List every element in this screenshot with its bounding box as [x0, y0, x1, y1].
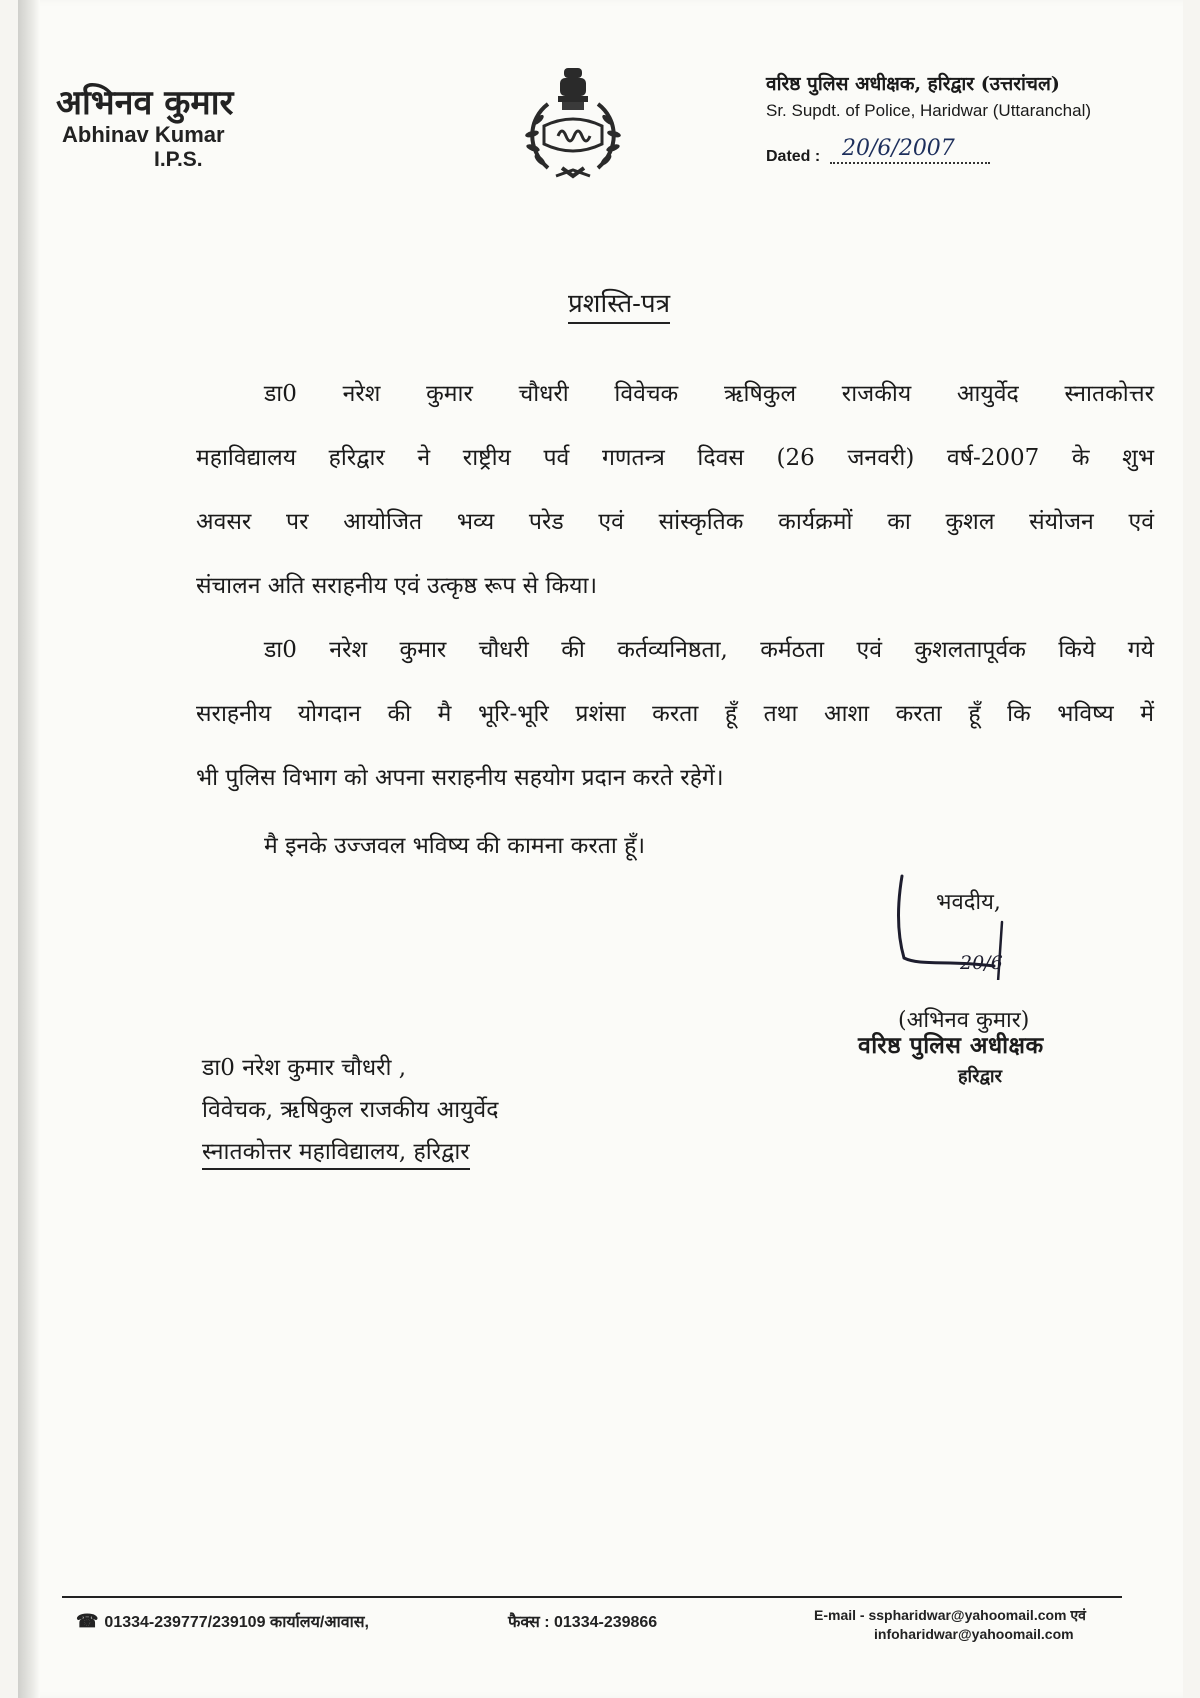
sender-name-hindi: अभिनव कुमार	[56, 83, 234, 123]
body-line: भी पुलिस विभाग को अपना सराहनीय सहयोग प्रदान करते रहेगें।	[196, 765, 724, 791]
sender-name-english: Abhinav Kumar	[62, 122, 225, 147]
footer-fax: फैक्स : 01334-239866	[508, 1614, 658, 1631]
closing-salutation: भवदीय,	[936, 890, 1001, 915]
footer-divider	[62, 1596, 1122, 1598]
addressee-line-2: विवेचक, ऋषिकुल राजकीय आयुर्वेद	[202, 1097, 499, 1123]
body-paragraph-2	[196, 630, 1154, 822]
footer-email-line-2: infoharidwar@yahoomail.com	[874, 1626, 1074, 1642]
signature-date: 20/6	[960, 952, 1003, 974]
page-edge-shadow	[18, 0, 40, 1698]
telephone-icon: ☎	[76, 1611, 99, 1631]
body-line: अवसर पर आयोजित भव्य परेड एवं सांस्कृतिक कार्यक्रमों का कुशल संयोजन एवं	[196, 509, 1154, 535]
phone-numbers: 01334-239777/239109 कार्यालय/आवास,	[104, 1614, 369, 1631]
body-line: महाविद्यालय हरिद्वार ने राष्ट्रीय पर्व गणतन्त्र दिवस (26 जनवरी) वर्ष-2007 के शुभ	[196, 445, 1154, 471]
signatory-designation: वरिष्ठ पुलिस अधीक्षक	[858, 1032, 1044, 1059]
state-emblem-icon	[518, 64, 628, 182]
body-line: संचालन अति सराहनीय एवं उत्कृष्ठ रूप से किया।	[196, 573, 598, 599]
sender-rank: I.P.S.	[154, 148, 203, 171]
office-title-hindi: वरिष्ठ पुलिस अधीक्षक, हरिद्वार (उत्तरांचल)	[766, 73, 1060, 95]
body-line: डा0 नरेश कुमार चौधरी की कर्तव्यनिष्ठता, कर्मठता एवं कुशलतापूर्वक किये गये	[264, 637, 1154, 663]
dated-value: 20/6/2007	[830, 136, 990, 164]
footer-email-line-1: E-mail - sspharidwar@yahoomail.com एवं	[814, 1607, 1086, 1623]
certificate-title: प्रशस्ति-पत्र	[568, 288, 670, 324]
signatory-name: (अभिनव कुमार)	[898, 1008, 1030, 1033]
body-line: डा0 नरेश कुमार चौधरी विवेचक ऋषिकुल राजकीय आयुर्वेद स्नातकोत्तर	[264, 381, 1154, 407]
office-title-english: Sr. Supdt. of Police, Haridwar (Uttaranchal)	[766, 101, 1092, 120]
letter-page	[18, 0, 1183, 1698]
body-paragraph-1	[196, 374, 1154, 630]
addressee-line-1: डा0 नरेश कुमार चौधरी ,	[202, 1055, 407, 1081]
dated-label: Dated :	[766, 148, 821, 165]
footer-phone	[76, 1610, 369, 1632]
addressee-line-3: स्नातकोत्तर महाविद्यालय, हरिद्वार	[202, 1134, 470, 1170]
body-line: सराहनीय योगदान की मै भूरि-भूरि प्रशंसा करता हूँ तथा आशा करता हूँ कि भविष्य में	[196, 701, 1154, 727]
body-paragraph-3	[196, 826, 896, 866]
signatory-place: हरिद्वार	[958, 1066, 1002, 1087]
body-line: मै इनके उज्जवल भविष्य की कामना करता हूँ।	[264, 833, 646, 859]
